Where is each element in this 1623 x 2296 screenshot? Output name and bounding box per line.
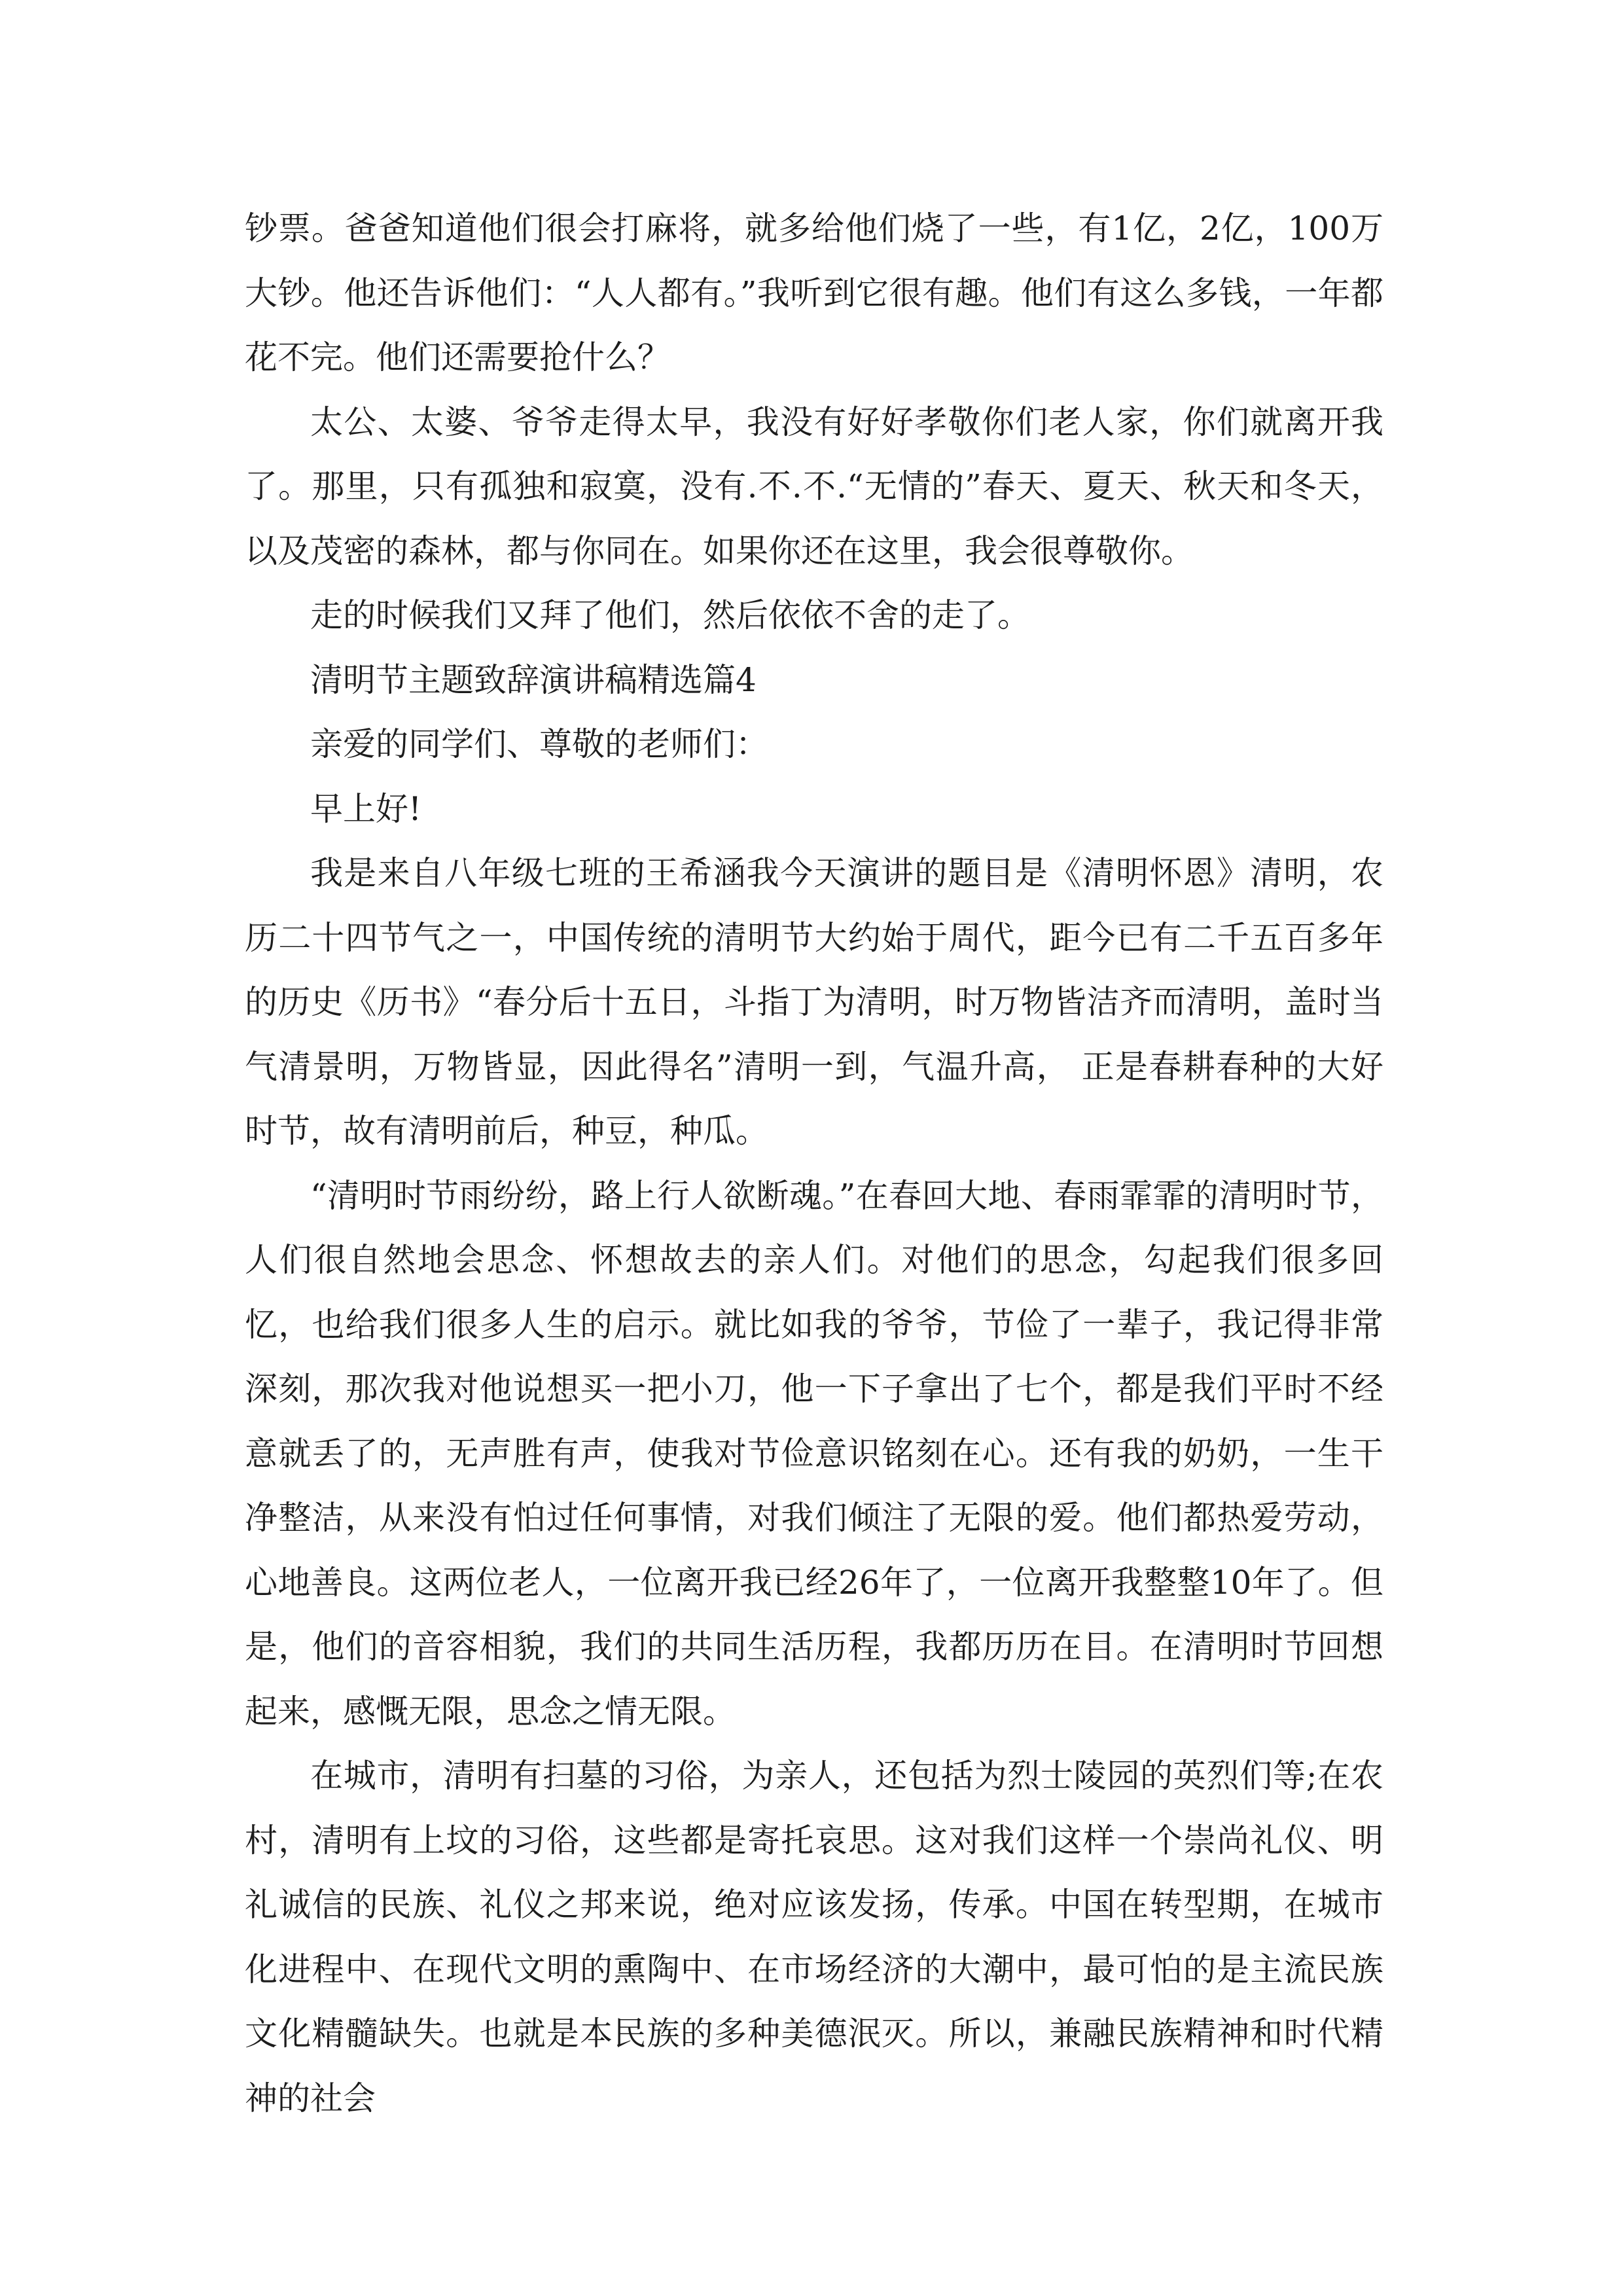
salutation: 亲爱的同学们、尊敬的老师们： (310, 725, 768, 763)
greeting: 早上好! (310, 789, 422, 828)
paragraph-7: 我是来自八年级七班的王希涵我今天演讲的题目是《清明怀恩》清明，农历二十四节气之一，中国传统的清明节大约始于周代，距今已有二千五百多年的历史《历书》“春分后十五日，斗指丁为清明，时万物皆洁齐而清明，盖时当气清景明，万物皆显，因此得名”清明一到，气温升高， 正是春耕春种的大好时节，故有清明前后，种豆，种瓜。 (245, 854, 1383, 1150)
section-heading: 清明节主题致辞演讲稿精选篇4 (310, 660, 757, 699)
paragraph-2: 太公、太婆、爷爷走得太早，我没有好好孝敬你们老人家，你们就离开我了。那里，只有孤独和寂寞，没有.不.不.“无情的”春天、夏天、秋天和冬天，以及茂密的森林，都与你同在。如果你还在这里，我会很尊敬你。 (245, 403, 1383, 570)
paragraph-3: 走的时候我们又拜了他们，然后依依不舍的走了。 (310, 596, 1030, 634)
paragraph-9: 在城市，清明有扫墓的习俗，为亲人，还包括为烈士陵园的英烈们等;在农村，清明有上坟的习俗，这些都是寄托哀思。这对我们这样一个崇尚礼仪、明礼诚信的民族、礼仪之邦来说，绝对应该发扬，传承。中国在转型期，在城市化进程中、在现代文明的熏陶中、在市场经济的大潮中，最可怕的是主流民族文化精髓缺失。也就是本民族的多种美德泯灭。所以，兼融民族精神和时代精神的社会 (245, 1757, 1383, 2117)
paragraph-1: 钞票。爸爸知道他们很会打麻将，就多给他们烧了一些，有1亿，2亿，100万大钞。他还告诉他们：“人人都有。”我听到它很有趣。他们有这么多钱，一年都花不完。他们还需要抢什么？ (245, 209, 1383, 376)
paragraph-8: “清明时节雨纷纷，路上行人欲断魂。”在春回大地、春雨霏霏的清明时节，人们很自然地会思念、怀想故去的亲人们。对他们的思念，勾起我们很多回忆，也给我们很多人生的启示。就比如我的爷爷，节俭了一辈子，我记得非常深刻，那次我对他说想买一把小刀，他一下子拿出了七个，都是我们平时不经意就丢了的，无声胜有声，使我对节俭意识铭刻在心。还有我的奶奶，一生干净整洁，从来没有怕过任何事情，对我们倾注了无限的爱。他们都热爱劳动，心地善良。这两位老人，一位离开我已经26年了，一位离开我整整10年了。但是，他们的音容相貌，我们的共同生活历程，我都历历在目。在清明时节回想起来，感慨无限，思念之情无限。 (245, 1176, 1383, 1731)
body-text (245, 196, 1383, 2130)
